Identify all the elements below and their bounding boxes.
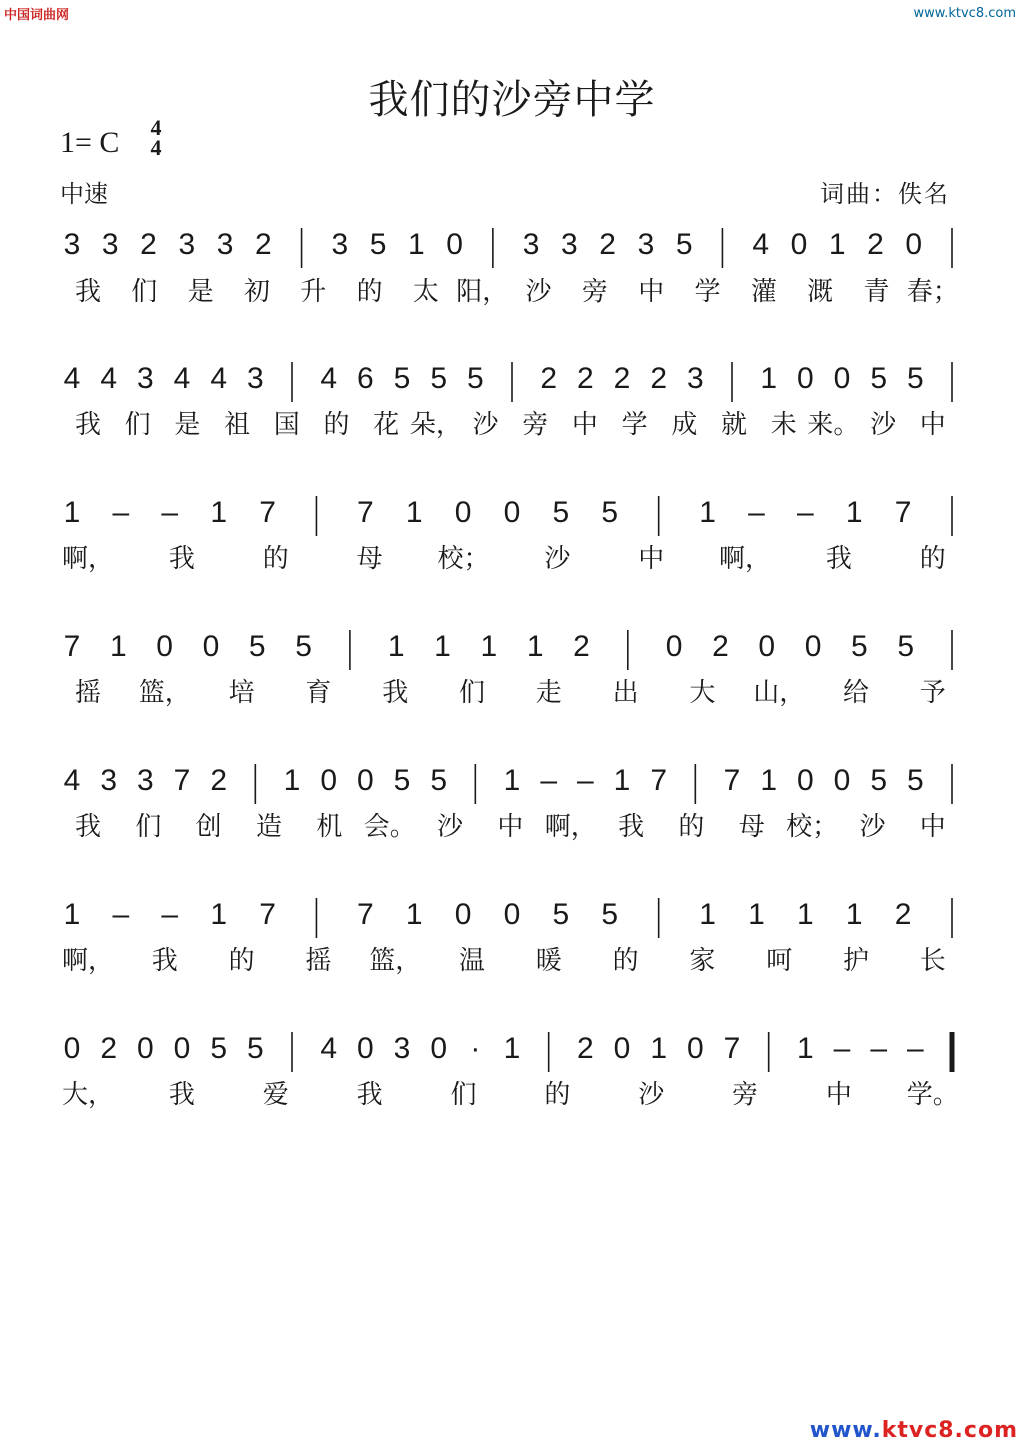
score-note: 3 (686, 362, 704, 395)
score-note: 4 (320, 1032, 338, 1065)
lyric-syllable: 沙 (870, 410, 897, 440)
lyric-syllable: 温 (458, 946, 486, 976)
lyric-syllable: 中 (638, 277, 665, 307)
score-note: 3 (331, 228, 349, 261)
lyric-syllable: 我 (356, 1080, 383, 1110)
lyric-syllable: 中 (825, 1080, 852, 1110)
score-note: 0 (136, 1032, 154, 1065)
lyric-syllable: 我 (618, 812, 645, 842)
score-note: 0 (503, 496, 521, 529)
lyric-syllable: 朵， (409, 410, 462, 440)
score-note: 7 (259, 496, 276, 529)
score-note: 1 (408, 228, 425, 261)
score-note: 3 (561, 228, 578, 261)
lyric-syllable: 中 (919, 812, 946, 842)
site-watermark-left: 中国词曲网 (4, 8, 70, 23)
score-note: 5 (246, 1032, 264, 1065)
lyric-syllable: 爱 (262, 1080, 289, 1110)
score-note: 4 (63, 362, 81, 395)
lyric-syllable: 太 (412, 277, 439, 307)
lyric-syllable: 长 (919, 946, 946, 976)
watermark-bottom-prefix: www. (809, 1418, 882, 1443)
lyric-syllable: 溉 (807, 277, 834, 307)
lyric-syllable: 出 (612, 678, 639, 708)
lyric-syllable: 学。 (906, 1080, 959, 1110)
lyric-syllable: 大 (689, 678, 716, 708)
score-note: 7 (63, 630, 81, 663)
lyric-syllable: 中 (638, 544, 665, 574)
score-note: 0 (503, 898, 521, 931)
score-note: 2 (712, 630, 729, 663)
score-note: 2 (650, 362, 668, 395)
lyric-syllable: 啊， (544, 812, 597, 842)
lyric-syllable: 是 (174, 410, 201, 440)
score-note: 0 (430, 1032, 448, 1065)
score-note: 1 (796, 898, 814, 931)
lyric-syllable: 走 (535, 678, 562, 708)
score-note: 1 (526, 630, 544, 663)
score-note: 3 (100, 764, 118, 797)
lyric-syllable: 啊， (61, 544, 115, 574)
lyric-syllable: 山， (753, 678, 806, 708)
lyric-syllable: 沙 (525, 277, 552, 307)
time-signature-bottom: 4 (150, 135, 162, 160)
score-note: 7 (356, 898, 374, 931)
lyric-syllable: 们 (450, 1080, 477, 1110)
score-note: 5 (295, 630, 312, 663)
lyric-syllable: 摇 (305, 946, 332, 976)
score-note: 1 (845, 898, 863, 931)
score-note: 2 (613, 362, 631, 395)
site-watermark-bottom (810, 1418, 1018, 1443)
score-note: 0 (454, 496, 472, 529)
score-note: 1 (828, 228, 846, 261)
score-note: 6 (356, 362, 374, 395)
score-note: 7 (723, 764, 741, 797)
lyric-syllable: 学 (694, 277, 721, 307)
lyric-syllable: 学 (621, 410, 648, 440)
lyric-syllable: 会。 (363, 812, 416, 842)
score-note: 3 (178, 228, 196, 261)
lyric-syllable: 我 (151, 946, 178, 976)
score-note: 5 (870, 362, 888, 395)
score-note: 3 (216, 228, 234, 261)
lyric-syllable: 国 (273, 410, 300, 440)
score-note: 5 (248, 630, 266, 663)
lyric-syllable: 来。 (807, 410, 860, 440)
score-note: 2 (100, 1032, 118, 1065)
lyric-syllable: 沙 (472, 410, 499, 440)
score-note: 4 (100, 362, 118, 395)
lyric-syllable: 摇 (74, 678, 102, 708)
lyric-syllable: 旁 (732, 1080, 759, 1110)
lyric-syllable: 沙 (859, 812, 886, 842)
lyric-syllable: 升 (300, 277, 327, 307)
score-note: · (470, 1032, 481, 1065)
score-note: 0 (686, 1032, 704, 1065)
score-note: 4 (173, 362, 191, 395)
score-note: 7 (650, 764, 668, 797)
lyric-syllable: 花 (373, 410, 400, 440)
score-note: 2 (140, 228, 157, 261)
score-note: 0 (173, 1032, 191, 1065)
score-note: – (112, 898, 130, 931)
score-note: – (161, 496, 179, 529)
score-note: 0 (665, 630, 683, 663)
score-note: 2 (540, 362, 558, 395)
lyric-syllable: 祖 (224, 410, 251, 440)
score-note: – (796, 496, 814, 529)
lyric-syllable: 沙 (544, 544, 571, 574)
score-note: 0 (758, 630, 776, 663)
score-note: 0 (454, 898, 472, 931)
lyric-syllable: 我 (168, 544, 195, 574)
lyric-syllable: 母 (356, 544, 383, 574)
score-note: 1 (210, 898, 228, 931)
lyric-syllable: 们 (124, 410, 151, 440)
key-signature: 1= C (60, 126, 120, 159)
lyric-syllable: 篮， (138, 678, 191, 708)
lyric-syllable: 灌 (750, 277, 777, 307)
score-note: 0 (796, 362, 814, 395)
lyric-syllable: 我 (825, 544, 852, 574)
score-note: 4 (63, 764, 81, 797)
lyric-syllable: 我 (74, 410, 102, 440)
lyric-syllable: 护 (842, 946, 870, 976)
site-watermark-right: www.ktvc8.com (913, 6, 1016, 21)
score-note: 3 (637, 228, 655, 261)
score-note: 3 (63, 228, 81, 261)
score-note: – (906, 1032, 924, 1065)
score-note: – (161, 898, 179, 931)
lyric-syllable: 阳， (456, 277, 509, 307)
score-note: 1 (748, 898, 765, 931)
score-note: 0 (202, 630, 220, 663)
lyric-syllable: 旁 (581, 277, 608, 307)
score-note: 1 (480, 630, 498, 663)
score-note: 1 (405, 496, 423, 529)
score-note: 5 (675, 228, 693, 261)
score-note: 7 (723, 1032, 741, 1065)
score-note: 1 (434, 630, 451, 663)
lyric-syllable: 中 (497, 812, 524, 842)
score-note: 1 (109, 630, 127, 663)
score-note: – (576, 764, 594, 797)
score-note: 5 (906, 362, 924, 395)
lyric-syllable: 的 (544, 1080, 571, 1110)
score-note: 5 (552, 898, 570, 931)
score-note: 2 (599, 228, 616, 261)
score-note: 0 (833, 764, 851, 797)
score-note: 0 (156, 630, 173, 663)
score-note: 0 (905, 228, 923, 261)
score-note: 1 (699, 898, 716, 931)
lyric-syllable: 我 (168, 1080, 195, 1110)
score-note: 5 (601, 898, 619, 931)
score-note: 0 (796, 764, 814, 797)
score-note: 3 (136, 362, 154, 395)
score-note: 0 (790, 228, 808, 261)
score-note: 1 (650, 1032, 668, 1065)
lyric-syllable: 沙 (638, 1080, 665, 1110)
lyric-syllable: 校； (437, 544, 490, 574)
lyric-syllable: 们 (458, 678, 486, 708)
score-note: 2 (254, 228, 272, 261)
lyric-syllable: 沙 (437, 812, 464, 842)
score-note: 2 (573, 630, 590, 663)
score-note: 5 (870, 764, 888, 797)
score-note: – (112, 496, 130, 529)
score-note: – (833, 1032, 851, 1065)
score-note: 0 (356, 1032, 374, 1065)
score-note: 0 (63, 1032, 81, 1065)
lyric-syllable: 予 (919, 678, 946, 708)
score-note: 1 (760, 764, 778, 797)
lyric-syllable: 啊， (61, 946, 115, 976)
score-note: 2 (210, 764, 228, 797)
score-note: 1 (845, 496, 863, 529)
score-note: 5 (393, 362, 411, 395)
score-note: 5 (906, 764, 924, 797)
score-note: 1 (699, 496, 716, 529)
lyric-syllable: 我 (382, 678, 409, 708)
score-note: 1 (613, 764, 631, 797)
score-note: 7 (173, 764, 191, 797)
lyric-syllable: 大， (61, 1080, 115, 1110)
lyric-syllable: 成 (671, 410, 698, 440)
lyric-syllable: 的 (919, 544, 946, 574)
score-note: – (540, 764, 558, 797)
score-note: 0 (356, 764, 374, 797)
score-note: 7 (259, 898, 276, 931)
lyric-syllable: 就 (721, 410, 748, 440)
score-note: 5 (210, 1032, 228, 1065)
score-note: 1 (210, 496, 228, 529)
lyric-syllable: 春； (906, 277, 959, 307)
lyric-syllable: 暖 (535, 946, 562, 976)
score-note: 3 (101, 228, 119, 261)
score-note: 5 (430, 362, 448, 395)
lyric-syllable: 初 (243, 277, 270, 307)
score-note: 0 (804, 630, 822, 663)
score-note: 1 (63, 898, 81, 931)
lyric-syllable: 的 (678, 812, 705, 842)
score-note: 0 (613, 1032, 631, 1065)
score-note: 3 (522, 228, 540, 261)
lyric-syllable: 们 (135, 812, 162, 842)
watermark-bottom-domain: ktvc8.com (881, 1418, 1018, 1443)
score-note: 5 (466, 362, 484, 395)
score-note: 2 (576, 362, 594, 395)
lyric-syllable: 我 (74, 812, 102, 842)
lyric-syllable: 啊， (719, 544, 772, 574)
score-note: – (748, 496, 765, 529)
lyric-syllable: 家 (689, 946, 716, 976)
lyric-syllable: 培 (228, 678, 255, 708)
lyric-syllable: 们 (131, 277, 158, 307)
lyric-syllable: 创 (195, 812, 222, 842)
score-note: 2 (867, 228, 884, 261)
score-note: 2 (576, 1032, 594, 1065)
score-note: 4 (752, 228, 770, 261)
score-note: 7 (356, 496, 374, 529)
lyric-syllable: 造 (256, 812, 283, 842)
time-signature-top: 4 (150, 115, 162, 140)
lyric-syllable: 中 (571, 410, 598, 440)
score-note: 5 (552, 496, 570, 529)
score-note: 7 (894, 496, 912, 529)
score-note: 3 (393, 1032, 411, 1065)
lyric-syllable: 篮， (369, 946, 422, 976)
lyric-syllable: 青 (863, 277, 890, 307)
lyric-syllable: 校； (786, 812, 839, 842)
score-note: 5 (369, 228, 387, 261)
score-note: 1 (796, 1032, 814, 1065)
score-note: 0 (446, 228, 463, 261)
score-note: 3 (246, 362, 264, 395)
lyric-syllable: 育 (305, 678, 332, 708)
score-note: 1 (760, 362, 778, 395)
lyric-syllable: 的 (262, 544, 289, 574)
lyric-syllable: 呵 (766, 946, 793, 976)
lyric-syllable: 给 (842, 678, 870, 708)
score-note: 4 (320, 362, 338, 395)
lyric-syllable: 的 (228, 946, 255, 976)
score-note: 1 (503, 764, 521, 797)
score-note: 0 (833, 362, 851, 395)
score-note: 1 (405, 898, 423, 931)
score-note: 1 (63, 496, 81, 529)
score-note: 5 (897, 630, 915, 663)
composer-credit: 词曲：佚名 (820, 180, 950, 208)
score-note: 5 (393, 764, 411, 797)
score-note: 5 (601, 496, 619, 529)
score-note: 5 (430, 764, 448, 797)
song-title: 我们的沙旁中学 (368, 77, 656, 123)
lyric-syllable: 中 (919, 410, 946, 440)
score-note: 1 (387, 630, 405, 663)
lyric-syllable: 机 (316, 812, 343, 842)
lyric-syllable: 我 (74, 277, 102, 307)
lyric-syllable: 未 (770, 410, 797, 440)
score-note: 1 (503, 1032, 521, 1065)
lyric-syllable: 旁 (522, 410, 549, 440)
lyric-syllable: 的 (356, 277, 383, 307)
score-note: 1 (283, 764, 301, 797)
lyric-syllable: 母 (738, 812, 765, 842)
lyric-syllable: 的 (323, 410, 350, 440)
score-note: 2 (894, 898, 912, 931)
score-note: – (870, 1032, 888, 1065)
score-note: 5 (851, 630, 868, 663)
score-note: 4 (210, 362, 228, 395)
lyric-syllable: 是 (187, 277, 214, 307)
score-note: 3 (136, 764, 154, 797)
score-note: 0 (320, 764, 338, 797)
lyric-syllable: 的 (612, 946, 639, 976)
tempo-marking: 中速 (60, 180, 108, 208)
